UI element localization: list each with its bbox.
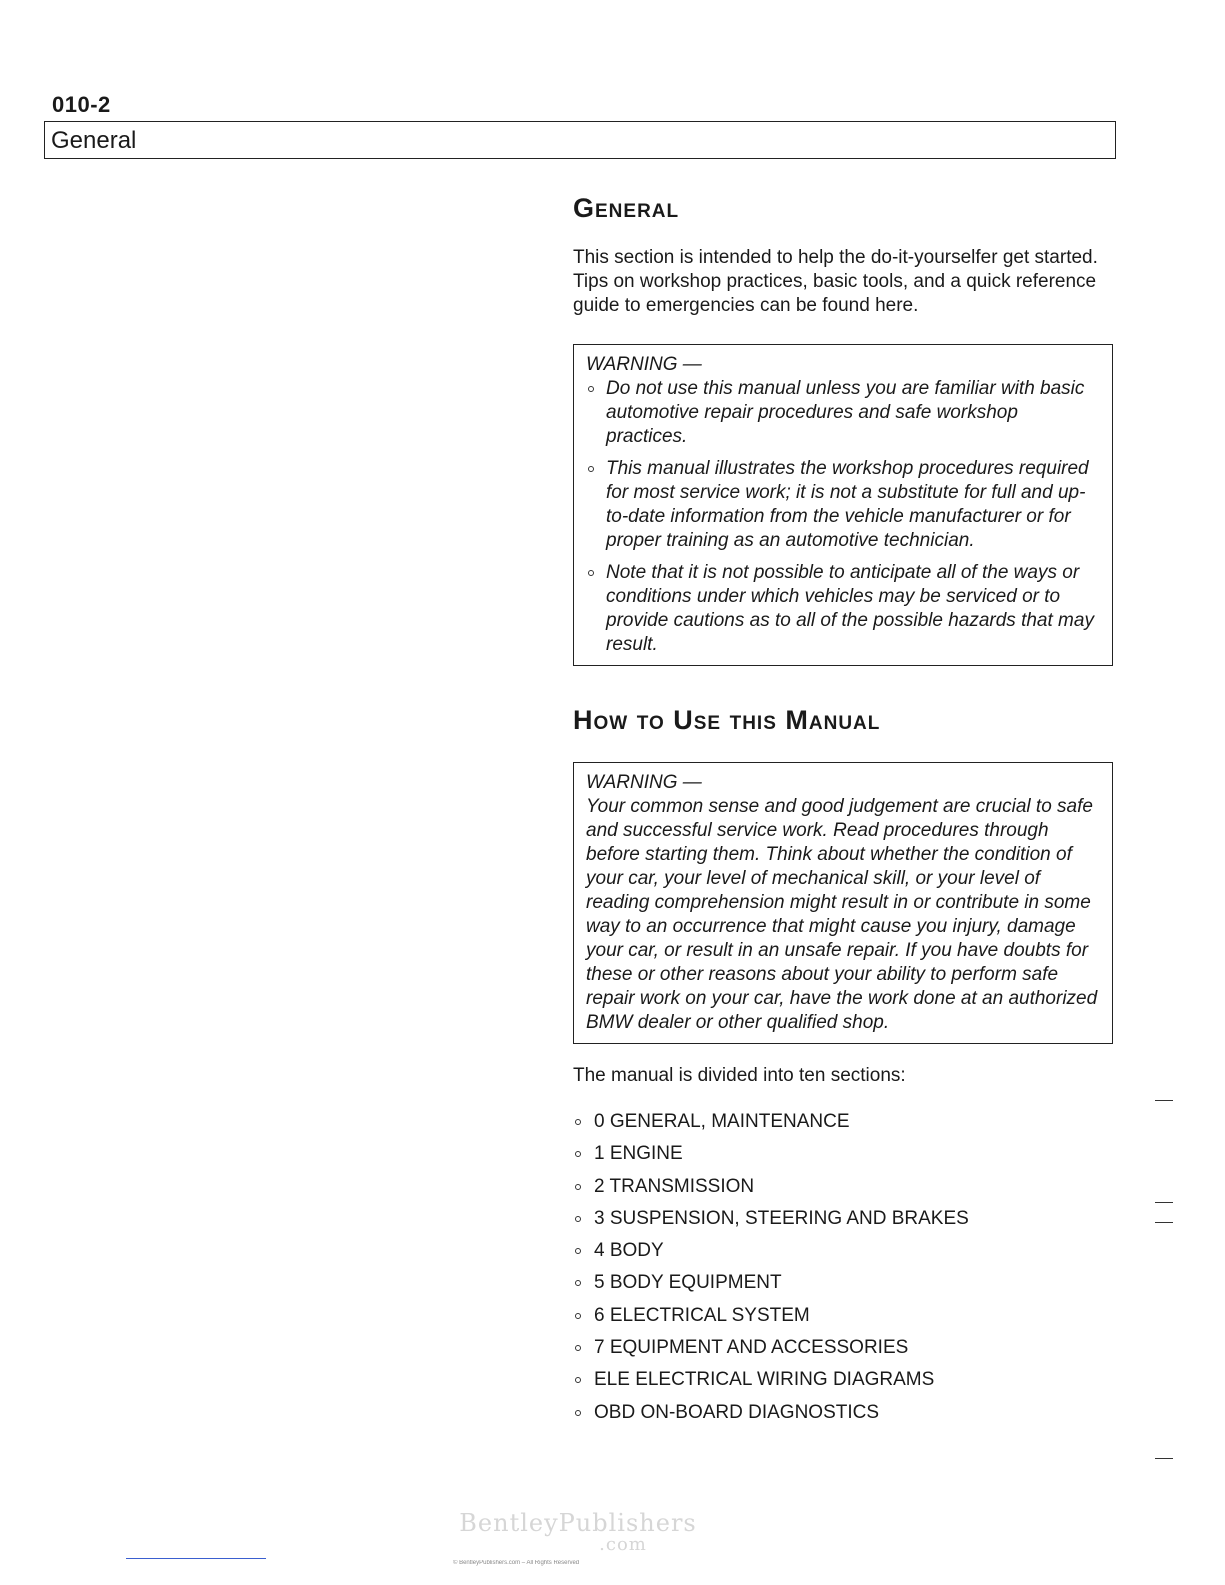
hollow-circle-bullet-icon (575, 1119, 581, 1125)
general-warning-title: WARNING — (586, 354, 702, 375)
hollow-circle-bullet-icon (588, 386, 594, 392)
general-intro: This section is intended to help the do-it-yourselfer get started. Tips on workshop practices, basic tools, and a quick reference guide to emergencies can be found here. (573, 247, 1098, 316)
section-label: 4 BODY (594, 1240, 664, 1262)
hollow-circle-bullet-icon (575, 1184, 581, 1190)
section-label: ELE ELECTRICAL WIRING DIAGRAMS (594, 1369, 935, 1391)
section-label: 6 ELECTRICAL SYSTEM (594, 1304, 810, 1326)
publisher-watermark (448, 1509, 708, 1556)
footer-fine-print: © BentleyPublishers.com – All Rights Reserved (453, 1560, 580, 1566)
general-heading: General (573, 193, 680, 223)
list-item (573, 1304, 1113, 1328)
hollow-circle-bullet-icon (575, 1248, 581, 1254)
hollow-circle-bullet-icon (575, 1216, 581, 1222)
list-item (573, 1239, 1113, 1263)
warning-item-text: This manual illustrates the workshop procedures required for most service work; it is not a substitute for full and up-to-date information from the vehicle manufacturer or for proper training as an automotive technician. (606, 458, 1089, 551)
section-label: 7 EQUIPMENT AND ACCESSORIES (594, 1337, 909, 1359)
section-label: 1 ENGINE (594, 1143, 683, 1165)
section-label: OBD ON-BOARD DIAGNOSTICS (594, 1401, 880, 1423)
section-label: 3 SUSPENSION, STEERING AND BRAKES (594, 1207, 969, 1229)
section-tab (44, 121, 1116, 159)
section-label: 2 TRANSMISSION (594, 1175, 755, 1197)
manual-sections-list (573, 1110, 1113, 1425)
warning-item (586, 561, 1102, 657)
hollow-circle-bullet-icon (575, 1151, 581, 1157)
list-item (573, 1175, 1113, 1199)
hollow-circle-bullet-icon (575, 1313, 581, 1319)
how-to-use-warning-box (573, 762, 1113, 1044)
edge-mark (1155, 1100, 1173, 1101)
hollow-circle-bullet-icon (588, 570, 594, 576)
warning-item (586, 377, 1102, 449)
footer-link-underline (126, 1558, 266, 1559)
watermark-sub: .com (599, 1534, 647, 1555)
hollow-circle-bullet-icon (575, 1345, 581, 1351)
list-item (573, 1110, 1113, 1134)
section-label: 0 GENERAL, MAINTENANCE (594, 1111, 850, 1132)
hollow-circle-bullet-icon (588, 466, 594, 472)
general-warning-box (573, 344, 1113, 666)
list-item (573, 1207, 1113, 1231)
section-tab-label: General (51, 127, 137, 154)
edge-mark (1155, 1458, 1173, 1459)
hollow-circle-bullet-icon (575, 1377, 581, 1383)
list-item (573, 1368, 1113, 1392)
hollow-circle-bullet-icon (575, 1410, 581, 1416)
page-number: 010-2 (52, 92, 111, 117)
divided-text: The manual is divided into ten sections: (573, 1065, 906, 1086)
list-item (573, 1401, 1113, 1425)
edge-scan-marks (1150, 0, 1180, 1585)
warning-item-text: Do not use this manual unless you are familiar with basic automotive repair procedures and safe workshop practices. (606, 378, 1085, 447)
edge-mark (1155, 1222, 1173, 1223)
list-item (573, 1142, 1113, 1166)
section-label: 5 BODY EQUIPMENT (594, 1272, 782, 1294)
hollow-circle-bullet-icon (575, 1280, 581, 1286)
list-item (573, 1271, 1113, 1295)
how-to-use-heading: How to Use this Manual (573, 705, 881, 735)
how-to-use-warning-text: Your common sense and good judgement are crucial to safe and successful service work. Read procedures through before starting them. Think about whether the condition of your car, your level of mechanical skill, or your level of reading comprehension might result in or contribute in some way to an occurrence that might cause you injury, damage your car, or result in an unsafe repair. If you have doubts for these or other reasons about your ability to perform safe repair work on your car, have the work done at an authorized BMW dealer or other qualified shop. (586, 796, 1098, 1033)
how-to-use-warning-title: WARNING — (586, 772, 702, 793)
warning-item-text: Note that it is not possible to anticipate all of the ways or conditions under which vehicles may be serviced or to provide cautions as to all of the possible hazards that may result. (606, 562, 1094, 655)
main-content (573, 190, 1113, 1433)
watermark-text: BentleyPublishers (459, 1509, 697, 1537)
edge-mark (1155, 1202, 1173, 1203)
warning-item (586, 457, 1102, 553)
list-item (573, 1336, 1113, 1360)
general-warning-list (586, 377, 1102, 657)
